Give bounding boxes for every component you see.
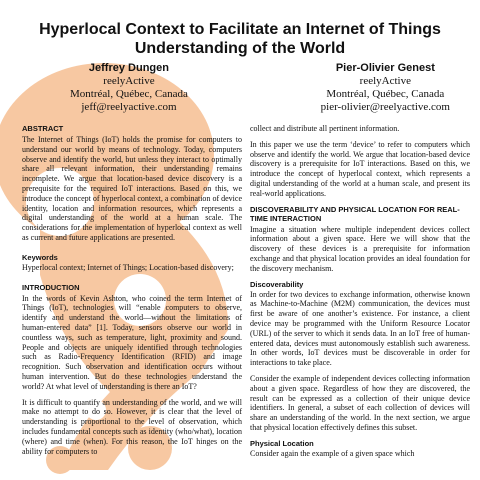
author-1 bbox=[70, 62, 188, 114]
author-block bbox=[70, 62, 450, 114]
author-2 bbox=[321, 62, 450, 114]
keywords-heading: Keywords bbox=[22, 252, 58, 262]
introduction-heading: INTRODUCTION bbox=[22, 282, 80, 292]
abstract-text: The Internet of Things (IoT) holds the promise for computers to understand our world by means of technology. Today, computers observe and identify the world, but unless they interact to optimally share all relevant information, their understanding remains incomplete. We argue that location-based device discovery is a prerequisite for the required IoT interactions. Based on this, we introduce the concept of hyperlocal context, a combination of device identity, location and information resources, which represents a digital understanding of the world at a human scale. The considerations for the implementation of hyperlocal context as well as current and future applications are presented. bbox=[22, 135, 242, 242]
author-name: Jeffrey Dungen bbox=[88, 62, 169, 74]
left-column bbox=[22, 124, 242, 462]
author-name: Pier-Olivier Genest bbox=[335, 62, 435, 74]
introduction-paragraph: In the words of Kevin Ashton, who coined the term Internet of Things (IoT), technologies will “enable computers to observe, identify and understand the world—without the limitations of human-entered data” [1]. Today, sensors observe our world in countless ways, such as temperature, light, proximity and sound. People and objects are uniquely identified through technologies such as Radio-Frequency Identification (RFID) and image recognition. Such observation and identification occurs without human intervention. But do these technologies understand the world? At what level of understanding is there an IoT? bbox=[22, 293, 242, 391]
subsection-heading-physical-location: Physical Location bbox=[250, 438, 314, 448]
author-email: jeff@reelyactive.com bbox=[81, 101, 177, 113]
author-location: Montréal, Québec, Canada bbox=[326, 88, 445, 100]
subsection-heading-discoverability: Discoverability bbox=[250, 279, 304, 289]
abstract-heading: ABSTRACT bbox=[22, 124, 64, 133]
body-paragraph: Imagine a situation where multiple independent devices collect information about a given space. Here we will show that the discovery of these devices is a prerequisite for information exchange and that physical location provides an ideal foundation for the discovery mechanism. bbox=[250, 224, 470, 273]
body-paragraph: In this paper we use the term ‘device’ to refer to computers which observe and identify the world. We argue that location-based device discovery is a prerequisite for IoT interactions. Based on this, we introduce the concept of hyperlocal context, which represents a digital understanding of the world at a human scale, and present its real-world applications. bbox=[250, 139, 470, 198]
author-email: pier-olivier@reelyactive.com bbox=[320, 101, 450, 113]
author-location: Montréal, Québec, Canada bbox=[70, 88, 188, 100]
author-affiliation: reelyActive bbox=[359, 75, 411, 87]
section-heading-discoverability: DISCOVERABILITY AND PHYSICAL LOCATION FOR REAL-TIME INTERACTION bbox=[250, 204, 460, 223]
paper-title: Hyperlocal Context to Facilitate an Internet of Things Understanding of the World bbox=[39, 21, 441, 57]
body-paragraph: Consider again the example of a given space which bbox=[250, 448, 415, 458]
body-paragraph: Consider the example of independent devices collecting information about a given space. Regardless of how they are discovered, the result can be expressed as a collection of their unique device identifiers. In general, a subset of each collection of devices will share an understanding of the world. In the next section, we argue that physical location effectively defines this subset. bbox=[250, 373, 470, 432]
body-paragraph: In order for two devices to exchange information, otherwise known as Machine-to-Machine (M2M) communication, the devices must first be aware of one another’s existence. For instance, a client device may be programmed with the Uniform Resource Locator (URL) of the server to which it sends data. In an IoT free of human-entered data, devices must autonomously establish such awareness. In other words, IoT devices must be discoverable in order for interactions to take place. bbox=[250, 289, 470, 368]
body-paragraph: collect and distribute all pertinent information. bbox=[250, 124, 400, 133]
introduction-paragraph: It is difficult to quantify an understanding of the world, and we will make no attempt to do so. However, it is clear that the level of understanding is proportional to the level of observation, which includes fundamental concepts such as identity (who/what), location (where) and time (when). For this reason, the IoT hinges on the ability for computers to bbox=[22, 397, 242, 456]
right-column bbox=[250, 124, 470, 465]
author-affiliation: reelyActive bbox=[103, 75, 155, 87]
keywords-text: Hyperlocal context; Internet of Things; Location-based discovery; bbox=[22, 262, 234, 272]
